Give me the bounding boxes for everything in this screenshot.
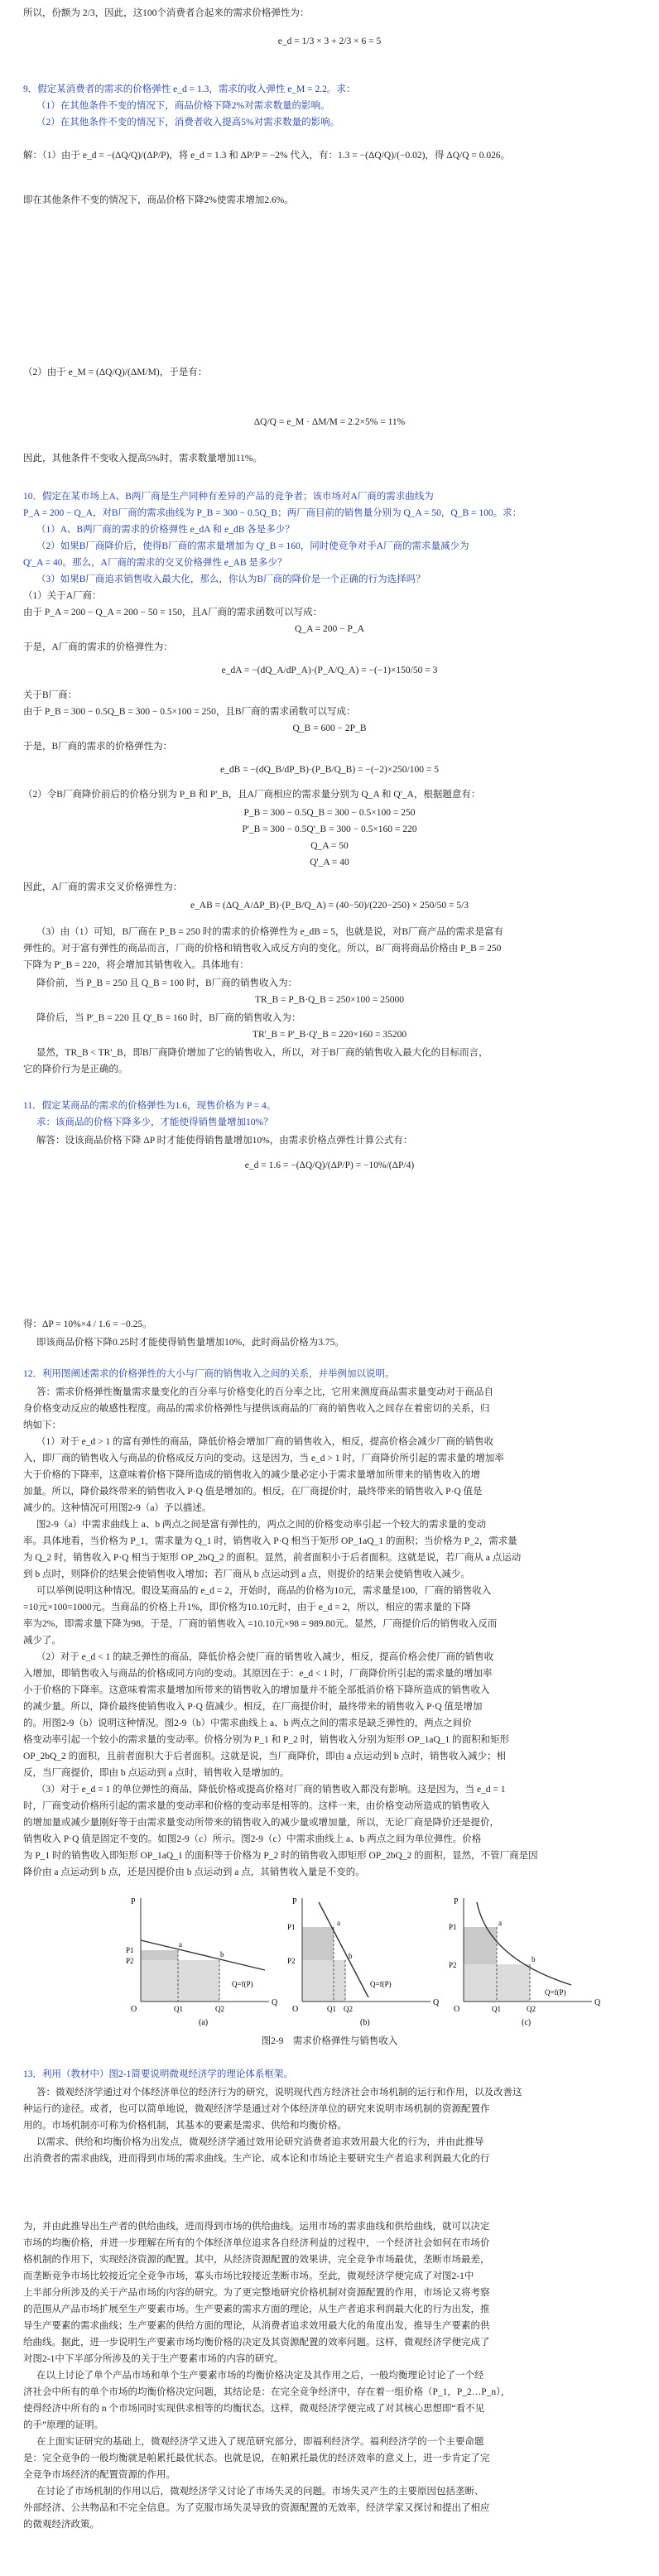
text-line: 由于 P_B = 300 − 0.5Q_B = 300 − 0.5×100 = 250，且B厂商的需求函数可以写成： xyxy=(23,707,356,717)
text-line: 解答：设该商品价格下降 ΔP 时才能使得销售量增加10%，由需求价格点弹性计算公式有： xyxy=(36,1136,413,1146)
text-line: 答：需求价格弹性衡量需求量变化的百分率与价格变化的百分率之比，它用来测度商品需求量变动对于商品自 xyxy=(36,1387,493,1397)
text-line: 它的降价行为是正确的。 xyxy=(23,1065,128,1074)
text-line: 给曲线。据此，进一步说明生产要素市场均衡价格的决定及其资源配置的效率问题。这样，微观经济学便完成了 xyxy=(23,2338,490,2348)
question-text: P_A = 200 − Q_A，对B厂商的需求曲线为 P_B = 300 − 0.5Q_B；两厂商目前的销售量分别为 Q_A = 50，Q_B = 100。求： xyxy=(23,508,522,518)
text-line: 于是，A厂商的需求的价格弹性为： xyxy=(23,642,173,652)
text-line: 由于 P_A = 200 − Q_A = 200 − 50 = 150，且A厂商的需求函数可以写成： xyxy=(23,608,323,618)
origin-label: O xyxy=(131,2005,137,2014)
text-line: （2）令B厂商降价前后的价格分别为 P_B 和 P'_B，且A厂商相应的需求量分别为 Q_A 和 Q'_A，根据题意有： xyxy=(23,790,481,800)
text-line: 销售收入 P·Q 值是固定不变的。如图2-9（c）所示。图2-9（c）中需求曲线上 a、b 两点之间为单位弹性。价格 xyxy=(23,1834,482,1844)
text-line: 可以举例说明这种情况。假设某商品的 e_d = 2，开始时，商品的价格为10元，需求量是100，厂商的销售收入 xyxy=(36,1586,492,1596)
p2-label: P2 xyxy=(287,1957,296,1965)
text-line: 答：微观经济学通过对个体经济单位的经济行为的研究，说明现代西方经济社会市场机制的运行和作用，以及改善这 xyxy=(36,2088,522,2098)
formula: e_dB = −(dQ_B/dP_B)·(P_B/Q_B) = −(−2)×250/100 = 5 xyxy=(220,765,439,775)
point-a-label: a xyxy=(179,1940,182,1949)
formula: Q_A = 50 xyxy=(310,841,349,851)
text-line: 小于价格的下降率。这意味着需求量增加所带来的销售收入的增加量并不能全部抵消价格下降所造成的销售收入 xyxy=(23,1685,490,1695)
text-line: 降价后，当 P'_B = 220 且 Q'_B = 160 时，B厂商的销售收入为： xyxy=(36,1013,301,1023)
panel-caption-c: (c) xyxy=(522,2018,532,2026)
figure-panel-c xyxy=(449,1897,601,2026)
text-line: 在上面实证研究的基础上，微观经济学又进入了规范研究部分，即福利经济学。福利经济学的一个主要命题 xyxy=(36,2437,484,2447)
text-line: 于是，B厂商的需求的价格弹性为： xyxy=(23,742,173,752)
text-line: 时，厂商变动价格所引起的需求量的变动率和价格的变动率是相等的。这样一来，由价格变动所造成的销售收入 xyxy=(23,1801,490,1811)
text-line: 即在其他条件不变的情况下，商品价格下降2%使需求增加2.6%。 xyxy=(23,195,294,205)
text-line: 大于价格的下降率，这意味着价格下降所造成的销售收入的减少量必定小于需求量增加所带来的销售收入的增 xyxy=(23,1470,480,1480)
text-line: 为，并由此推导出生产者的供给曲线，进而得到市场的供给曲线。运用市场的需求曲线和供给曲线，就可以决定 xyxy=(23,2222,490,2232)
point-a-label: a xyxy=(337,1919,340,1927)
text-line: 用的。市场机制亦可称为价格机制，其基本的要素是需求、供给和均衡价格。 xyxy=(23,2121,347,2131)
point-b-label: b xyxy=(532,1955,536,1963)
text-line: （3）对于 e_d = 1 的单位弹性的商品，降低价格或提高价格对厂商的销售收入都没有影响。这是因为，当 e_d = 1 xyxy=(36,1785,506,1795)
q1-label: Q1 xyxy=(492,2005,501,2013)
formula: ΔQ/Q = e_M · ΔM/M = 2.2×5% = 11% xyxy=(253,417,406,427)
p1-label: P1 xyxy=(449,1923,457,1931)
text-line: 使得经济中所有的 n 个市场同时实现供求相等的均衡状态。这样，微观经济学便完成了对其核心思想即“看不见 xyxy=(23,2404,485,2414)
text-line: OP_2bQ_2 的面积，且前者面积大于后者面积。这就是说，当厂商降价，即由 a 点运动到 b 点时，销售收入减少；相 xyxy=(23,1752,506,1761)
figure-panel-b xyxy=(287,1897,440,2026)
text-line: 入增加，即销售收入与商品的价格成同方向的变动。其原因在于：e_d < 1 时，厂商降价所引起的需求量的增加率 xyxy=(23,1669,493,1679)
formula: e_dA = −(dQ_A/dP_A)·(P_A/Q_A) = −(−1)×150/50 = 3 xyxy=(221,666,438,675)
question-text: （2）如果B厂商降价后，使得B厂商的需求量增加为 Q'_B = 160，同时使竞争对手A厂商的需求量减少为 xyxy=(36,541,469,551)
figure-panel-a xyxy=(126,1897,278,2026)
text-line: 下降为 P'_B = 220，将会增加其销售收入。具体地有： xyxy=(23,960,249,970)
axis-p-label: P xyxy=(292,1897,297,1906)
panel-caption-a: (a) xyxy=(199,2018,209,2026)
text-line: （1）对于 e_d > 1 的富有弹性的商品，降低价格会增加厂商的销售收入，相反，提高价格会减少厂商的销售收 xyxy=(36,1437,494,1447)
text-line: 上半部分所涉及的关于产品市场的内容的研究。为了更完整地研究价格机制对资源配置的作用，市场论又将考察 xyxy=(23,2288,490,2298)
formula: Q_A = 200 − P_A xyxy=(295,624,364,634)
text-line: 对图2-1中下半部分所涉及的关于生产要素市场的内容的研究。 xyxy=(23,2354,284,2364)
text-line: （3）由（1）可知，B厂商在 P_B = 250 时的需求的价格弹性为 e_dB = 5，也就是说，对B厂商产品的需求是富有 xyxy=(36,927,504,937)
formula: TR_B = P_B·Q_B = 250×100 = 25000 xyxy=(255,995,404,1005)
text-line: 即该商品价格下降0.25时才能使得销售量增加10%，此时商品价格为3.75。 xyxy=(36,1338,344,1348)
text-line: 显然，TR_B < TR'_B，即B厂商降价增加了它的销售收入，所以，对于B厂商的销售收入最大化的目标而言， xyxy=(36,1048,488,1058)
question-12-title: 12．利用图阐述需求的价格弹性的大小与厂商的销售收入之间的关系，并举例加以说明。 xyxy=(23,1369,395,1379)
text-line: 格机制的作用下，实现经济资源的配置。其中，从经济资源配置的效果讲，完全竞争市场最优，垄断市场最差， xyxy=(23,2255,490,2265)
formula: （2）由于 e_M = (ΔQ/Q)/(ΔM/M)，于是有： xyxy=(23,368,208,377)
text-line: 减少了。 xyxy=(23,1636,61,1646)
text-line: 因此，其他条件不变收入提高5%时，需求数量增加11%。 xyxy=(23,454,262,464)
text-line: 济社会中所有的单个市场的均衡价格决定问题，其结论是：在完全竞争经济中，存在着一组价格（P_1，P_2…P_n）， xyxy=(23,2387,511,2397)
text-line: 在以上讨论了单个产品市场和单个生产要素市场的均衡价格决定及其作用之后，一般均衡理论讨论了一个经 xyxy=(36,2371,484,2381)
text-line: 全竞争市场经济的配置资源的作用。 xyxy=(23,2470,176,2480)
question-text: （3）如果B厂商追求销售收入最大化，那么，你认为B厂商的降价是一个正确的行为选择吗？ xyxy=(36,574,426,584)
text-line: 纳如下： xyxy=(23,1420,61,1430)
formula: Q'_A = 40 xyxy=(310,858,349,867)
demand-label: Q=f(P) xyxy=(232,1980,253,1988)
point-a-label: a xyxy=(498,1919,502,1927)
text-line: 因此，A厂商的需求交叉价格弹性为： xyxy=(23,882,183,892)
text-line: 入，即厂商的销售收入与商品的价格成反方向的变动。这是因为，当 e_d > 1 时，厂商降价所引起的需求量的增加率 xyxy=(23,1454,504,1463)
text-line: 率。具体地看，当价格为 P_1，需求量为 Q_1 时，销售收入 P·Q 相当于矩形 OP_1aQ_1 的面积；当价格为 P_2，需求量 xyxy=(23,1536,517,1546)
text-line: 出消费者的需求曲线，进而得到市场的需求曲线。生产论、成本论和市场论主要研究生产者追求利润最大化的行 xyxy=(23,2154,490,2164)
text-line: 到 b 点时，则降价的结果会使销售收入增加；若厂商从 b 点运动到 a 点，则提价的结果会使销售收入减少。 xyxy=(23,1569,470,1579)
text-line: 为 P_1 时的销售收入即矩形 OP_1aQ_1 的面积等于价格为 P_2 时的销售收入即矩形 OP_2bQ_2 的面积，显然，不管厂商是因 xyxy=(23,1851,538,1861)
text-line: 加量。所以，降价最终带来的销售收入 P·Q 值是增加的。相反，在厂商提价时，最终带来的销售收入 P·Q 值是 xyxy=(23,1487,483,1497)
text-line: 得：ΔP = 10%×4 / 1.6 = −0.25。 xyxy=(23,1319,152,1329)
formula: P_B = 300 − 0.5Q_B = 300 − 0.5×100 = 250 xyxy=(243,808,416,818)
point-b-label: b xyxy=(220,1950,224,1958)
text-line: 的减少量。所以，降价最终使销售收入 P·Q 值减少。相反，在厂商提价时，最终带来的销售收入 P·Q 值是增加 xyxy=(23,1702,483,1712)
formula: e_AB = (ΔQ_A/ΔP_B)·(P_B/Q_A) = (40−50)/(220−250) × 250/50 = 5/3 xyxy=(190,901,469,911)
panel-caption-b: (b) xyxy=(360,2018,370,2026)
p1-label: P1 xyxy=(126,1946,134,1954)
text-line: 在讨论了市场机制的作用以后，微观经济学又讨论了市场失灵的问题。市场失灵产生的主要原因包括垄断、 xyxy=(36,2487,484,2497)
question-13-title: 13．利用（教材中）图2-1简要说明微观经济学的理论体系框架。 xyxy=(23,2069,293,2079)
text-line: 反，当厂商提价，即由 b 点运动到 a 点时，销售收入是增加的。 xyxy=(23,1768,290,1778)
question-11-title: 11．假定某商品的需求的价格弹性为1.6，现售价格为 P = 4。 xyxy=(23,1101,277,1111)
origin-label: O xyxy=(292,2005,299,2014)
text-line: 的范围从产品市场扩展至生产要素市场。生产要素的需求方面的理论，从生产者追求利润最大化的行为出发，推 xyxy=(23,2304,490,2314)
text-line: 的增加量或减少量刚好等于由需求量变动所带来的销售收入的减少量或增加量，所以，无论厂商是降价还是提价， xyxy=(23,1818,499,1828)
question-9-title: 9．假定某消费者的需求的价格弹性 e_d = 1.3，需求的收入弹性 e_M = 2.2。求： xyxy=(23,84,356,94)
axis-p-label: P xyxy=(131,1897,136,1906)
text-line: 率为2%，即需求量下降为98。于是，厂商的销售收入 =10.10元×98 = 989.80元。显然，厂商提价后的销售收入反而 xyxy=(23,1619,498,1629)
formula: 解：（1）由于 e_d = −(ΔQ/Q)/(ΔP/P)，将 e_d = 1.3 和 ΔP/P = −2% 代入，有：1.3 = −(ΔQ/Q)/(−0.02)，得 ΔQ/Q = 0.026。 xyxy=(23,151,511,161)
text-line: 是：完全竞争的一般均衡就是帕累托最优状态。也就是说，在帕累托最优的经济效率的意义上，进一步肯定了完 xyxy=(23,2453,490,2463)
figure-2-9 xyxy=(0,1886,659,2026)
axis-q-label: Q xyxy=(594,1998,601,2007)
text-line: 身价格变动反应的敏感性程度。商品的需求价格弹性与提供该商品的厂商的销售收入之间存在着密切的关系，归 xyxy=(23,1404,490,1414)
text-line: （1）关于A厂商： xyxy=(23,591,102,601)
text-line: （2）对于 e_d < 1 的缺乏弹性的商品，降低价格会使厂商的销售收入减少，相反，提高价格会使厂商的销售收 xyxy=(36,1652,494,1662)
formula: P'_B = 300 − 0.5Q'_B = 300 − 0.5×160 = 220 xyxy=(242,824,417,834)
question-text: Q'_A = 40。那么，A厂商的需求的交叉价格弹性 e_AB 是多少？ xyxy=(23,558,287,568)
axis-q-label: Q xyxy=(433,1998,440,2007)
text-line: 而垄断竞争市场比较接近完全竞争市场，寡头市场比较接近垄断市场。至此，微观经济学便完成了对图2-1中 xyxy=(23,2271,474,2281)
formula: e_d = 1/3 × 3 + 2/3 × 6 = 5 xyxy=(277,36,382,46)
origin-label: O xyxy=(454,2005,460,2014)
q2-label: Q2 xyxy=(344,2005,353,2013)
text-line: 外部经济、公共物品和不完全信息。为了克服市场失灵导致的资源配置的无效率，经济学家又探讨和提出了相应 xyxy=(23,2503,490,2513)
question-text: （2）在其他条件不变的情况下，消费者收入提高5%对需求数量的影响。 xyxy=(36,118,340,127)
formula: e_d = 1.6 = −(ΔQ/Q)/(ΔP/P) = −10%/(ΔP/4) xyxy=(244,1161,415,1170)
text-line: 关于B厂商： xyxy=(23,690,78,700)
question-text: 求：该商品的价格下降多少，才能使得销售量增加10%？ xyxy=(36,1117,273,1127)
text-line: 的手”原理的证明。 xyxy=(23,2420,104,2430)
text-line: =10元×100=1000元。当商品的价格上升1%，即价格为10.10元时，由于 e_d = 2，所以，相应的需求量的下降 xyxy=(23,1603,471,1612)
text-line: 所以，份额为 2/3，因此，这100个消费者合起来的需求价格弹性为： xyxy=(23,8,310,18)
question-text: （1）在其他条件不变的情况下，商品价格下降2%对需求数量的影响。 xyxy=(36,101,330,111)
text-line: 图2-9（a）中需求曲线上 a、b 两点之间是富有弹性的，两点之间的价格变动率引起一个较大的需求量的变动 xyxy=(36,1520,487,1530)
text-line: 的微观经济政策。 xyxy=(23,2520,99,2530)
question-text: （1）A、B两厂商的需求的价格弹性 e_dA 和 e_dB 各是多少？ xyxy=(36,525,295,535)
formula: TR'_B = P'_B·Q'_B = 220×160 = 35200 xyxy=(252,1030,407,1040)
text-line: 的。用图2-9（b）说明这种情况。图2-9（b）中需求曲线上 a、b 两点之间的需求是缺乏弹性的，两点之间价 xyxy=(23,1718,472,1728)
q1-label: Q1 xyxy=(174,2005,183,2013)
text-line: 为 Q_2 时，销售收入 P·Q 相当于矩形 OP_2bQ_2 的面积。显然，前者面积小于后者面积。这就是说，若厂商从 a 点运动 xyxy=(23,1553,522,1563)
revenue-rect-a2 xyxy=(141,1960,219,2002)
demand-label: Q=f(P) xyxy=(545,1988,566,1997)
p2-label: P2 xyxy=(126,1957,134,1965)
demand-label: Q=f(P) xyxy=(370,1980,392,1988)
text-line: 市场的均衡价格，并进一步理解在所有的个体经济单位追求各自经济利益的过程中，一个经济社会如何在市场价 xyxy=(23,2238,490,2248)
text-line: 种运行的途径。或者，也可以简单地说，微观经济学是通过对个体经济单位的研究来说明市场机制的资源配置作 xyxy=(23,2104,490,2114)
text-line: 格变动率引起一个较小的需求量的变动率。价格分别为 P_1 和 P_2 时，销售收入分别为矩形 OP_1aQ_1 的面积和矩形 xyxy=(23,1735,510,1745)
formula: Q_B = 600 − 2P_B xyxy=(292,723,367,733)
p1-label: P1 xyxy=(287,1923,296,1931)
text-line: 降价前，当 P_B = 250 且 Q_B = 100 时，B厂商的销售收入为： xyxy=(36,978,298,988)
q2-label: Q2 xyxy=(215,2005,224,2013)
axis-p-label: P xyxy=(454,1897,459,1906)
q2-label: Q2 xyxy=(527,2005,536,2013)
text-line: 弹性的。对于富有弹性的商品而言，厂商的价格和销售收入成反方向的变化。所以，B厂商将商品价格由 P_B = 250 xyxy=(23,944,502,954)
question-10-title: 10．假定在某市场上A、B两厂商是生产同种有差异的产品的竞争者；该市场对A厂商的需求曲线为 xyxy=(23,492,434,502)
revenue-rect-b2 xyxy=(302,1960,345,2002)
text-line: 导生产要素的需求曲线；生产要素的供给方面的理论，从消费者追求效用最大化的角度出发，推导生产要素的供 xyxy=(23,2321,490,2331)
text-line: 降价由 a 点运动到 b 点，还是因提价由 b 点运动到 a 点，其销售收入量是不变的。 xyxy=(23,1867,365,1877)
point-b-label: b xyxy=(349,1952,353,1960)
figure-caption: 图2-9 需求价格弹性与销售收入 xyxy=(261,2036,398,2046)
axis-q-label: Q xyxy=(272,1998,278,2007)
p2-label: P2 xyxy=(449,1961,457,1969)
text-line: 以需求、供给和均衡价格为出发点，微观经济学通过效用论研究消费者追求效用最大化的行为，并由此推导 xyxy=(36,2137,484,2147)
q1-label: Q1 xyxy=(327,2005,336,2013)
text-line: 减少的。这种情况可用图2-9（a）予以描述。 xyxy=(23,1503,212,1513)
